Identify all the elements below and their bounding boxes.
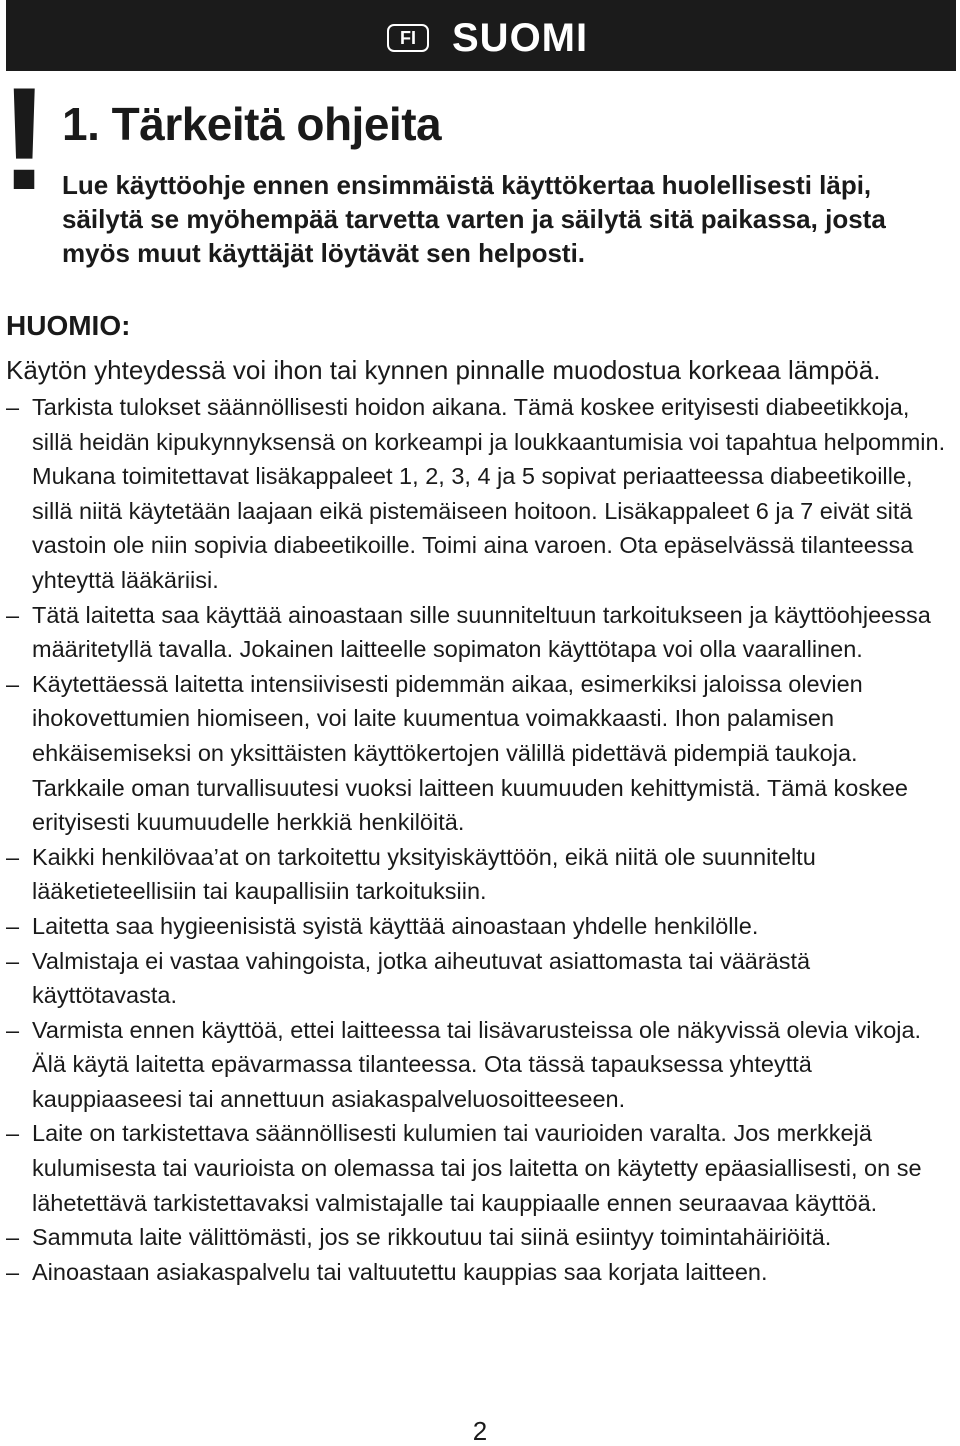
list-item [6, 1013, 952, 1117]
bullet-dash: – [6, 912, 20, 939]
list-item [6, 1116, 952, 1220]
list-item-text: Käytettäessä laitetta intensiivisesti pidemmän aikaa, esimerkiksi jaloissa olevien ihokovettumien hiomiseen, voi laite kuumentua voimakkaasti. Ihon palamisen ehkäisemiseksi on yksittäisten käyttökertojen välillä pidettävä pidempiä taukoja. Tarkkaile oman turvallisuutesi vuoksi laitteen kuumuuden kehittymistä. Tämä koskee erityisesti kuumuudelle herkkiä henkilöitä. [32, 670, 909, 836]
bullet-dash: – [6, 1258, 20, 1285]
page-number: 2 [472, 1416, 488, 1446]
list-item-text: Valmistaja ei vastaa vahingoista, jotka aiheutuvat asiattomasta tai väärästä käyttötavasta. [32, 947, 811, 1009]
bullet-dash: – [6, 601, 20, 628]
list-item [6, 1220, 952, 1255]
list-item [6, 944, 952, 1013]
list-item-text: Tätä laitetta saa käyttää ainoastaan sille suunniteltuun tarkoitukseen ja käyttöohjeessa määritetyllä tavalla. Jokainen laitteelle sopimaton käyttötapa voi olla vaarallinen. [32, 601, 931, 663]
warning-exclamation-icon: ! [0, 57, 49, 220]
list-item [6, 390, 952, 598]
list-item-text: Ainoastaan asiakaspalvelu tai valtuutettu kauppias saa korjata laitteen. [32, 1258, 768, 1285]
list-item-text: Varmista ennen käyttöä, ettei laitteessa tai lisävarusteissa ole näkyvissä olevia vikoja. Älä käytä laitetta epävarmassa tilanteessa. Ota tässä tapauksessa yhteyttä kauppiaaseesi tai annettuun asiakaspalveluosoitteeseen. [32, 1016, 922, 1112]
bullet-dash: – [6, 1224, 20, 1251]
intro-paragraph: Lue käyttöohje ennen ensimmäistä käyttökertaa huolellisesti läpi, säilytä se myöhempää tarvetta varten ja säilytä sitä paikassa, josta myös muut käyttäjät löytävät sen helposti. [62, 170, 886, 268]
list-item [6, 598, 952, 667]
bullet-dash: – [6, 947, 20, 974]
list-item-text: Sammuta laite välittömästi, jos se rikkoutuu tai siinä esiintyy toimintahäiriöitä. [32, 1224, 832, 1251]
bullet-dash: – [6, 843, 20, 870]
language-header-bar [6, 0, 956, 71]
list-item [6, 1255, 952, 1290]
list-item [6, 909, 952, 944]
list-item-text: Kaikki henkilövaa’at on tarkoitettu yksityiskäyttöön, eikä niitä ole suunniteltu lääketieteellisiin tai kaupallisiin tarkoituksiin. [32, 843, 816, 905]
caution-label: HUOMIO: [6, 310, 131, 341]
language-code-badge: FI [387, 24, 429, 52]
section-title: 1. Tärkeitä ohjeita [62, 98, 442, 150]
bullet-dash: – [6, 394, 20, 420]
list-item-text: Laitetta saa hygieenisistä syistä käyttää ainoastaan yhdelle henkilölle. [32, 912, 759, 939]
list-item-text: Tarkista tulokset säännöllisesti hoidon aikana. Tämä koskee erityisesti diabeetikkoja, sillä heidän kipukynnyksensä on korkeampi ja loukkaantumisia voi tapahtua helpommin. Mukana toimitettavat lisäkappaleet 1, 2, 3, 4 ja 5 sopivat periaatteessa diabeetikoille, sillä niitä käytetään laajaan eikä pistemäiseen hoitoon. Lisäkappaleet 6 ja 7 eivät sitä vastoin ole niin sopivia diabeetikoille. Toimi aina varoen. Ota epäselvässä tilanteessa yhteyttä lääkäriisi. [32, 394, 946, 593]
list-item [6, 840, 952, 909]
list-item [6, 667, 952, 840]
bullet-dash: – [6, 1120, 20, 1147]
caution-lead-text: Käytön yhteydessä voi ihon tai kynnen pinnalle muodostua korkeaa lämpöä. [6, 355, 881, 385]
bullet-dash: – [6, 1016, 20, 1043]
language-name: SUOMI [452, 16, 589, 60]
list-item-text: Laite on tarkistettava säännöllisesti kulumien tai vaurioiden varalta. Jos merkkejä kulumisesta tai vaurioista on olemassa tai jos laitetta on käytetty epäasiallisesti, on se lähetettävä tarkistettavaksi valmistajalle tai kauppiaalle ennen seuraavaa käyttöä. [32, 1120, 922, 1216]
bullet-dash: – [6, 670, 20, 697]
caution-bullet-list [6, 390, 952, 1289]
